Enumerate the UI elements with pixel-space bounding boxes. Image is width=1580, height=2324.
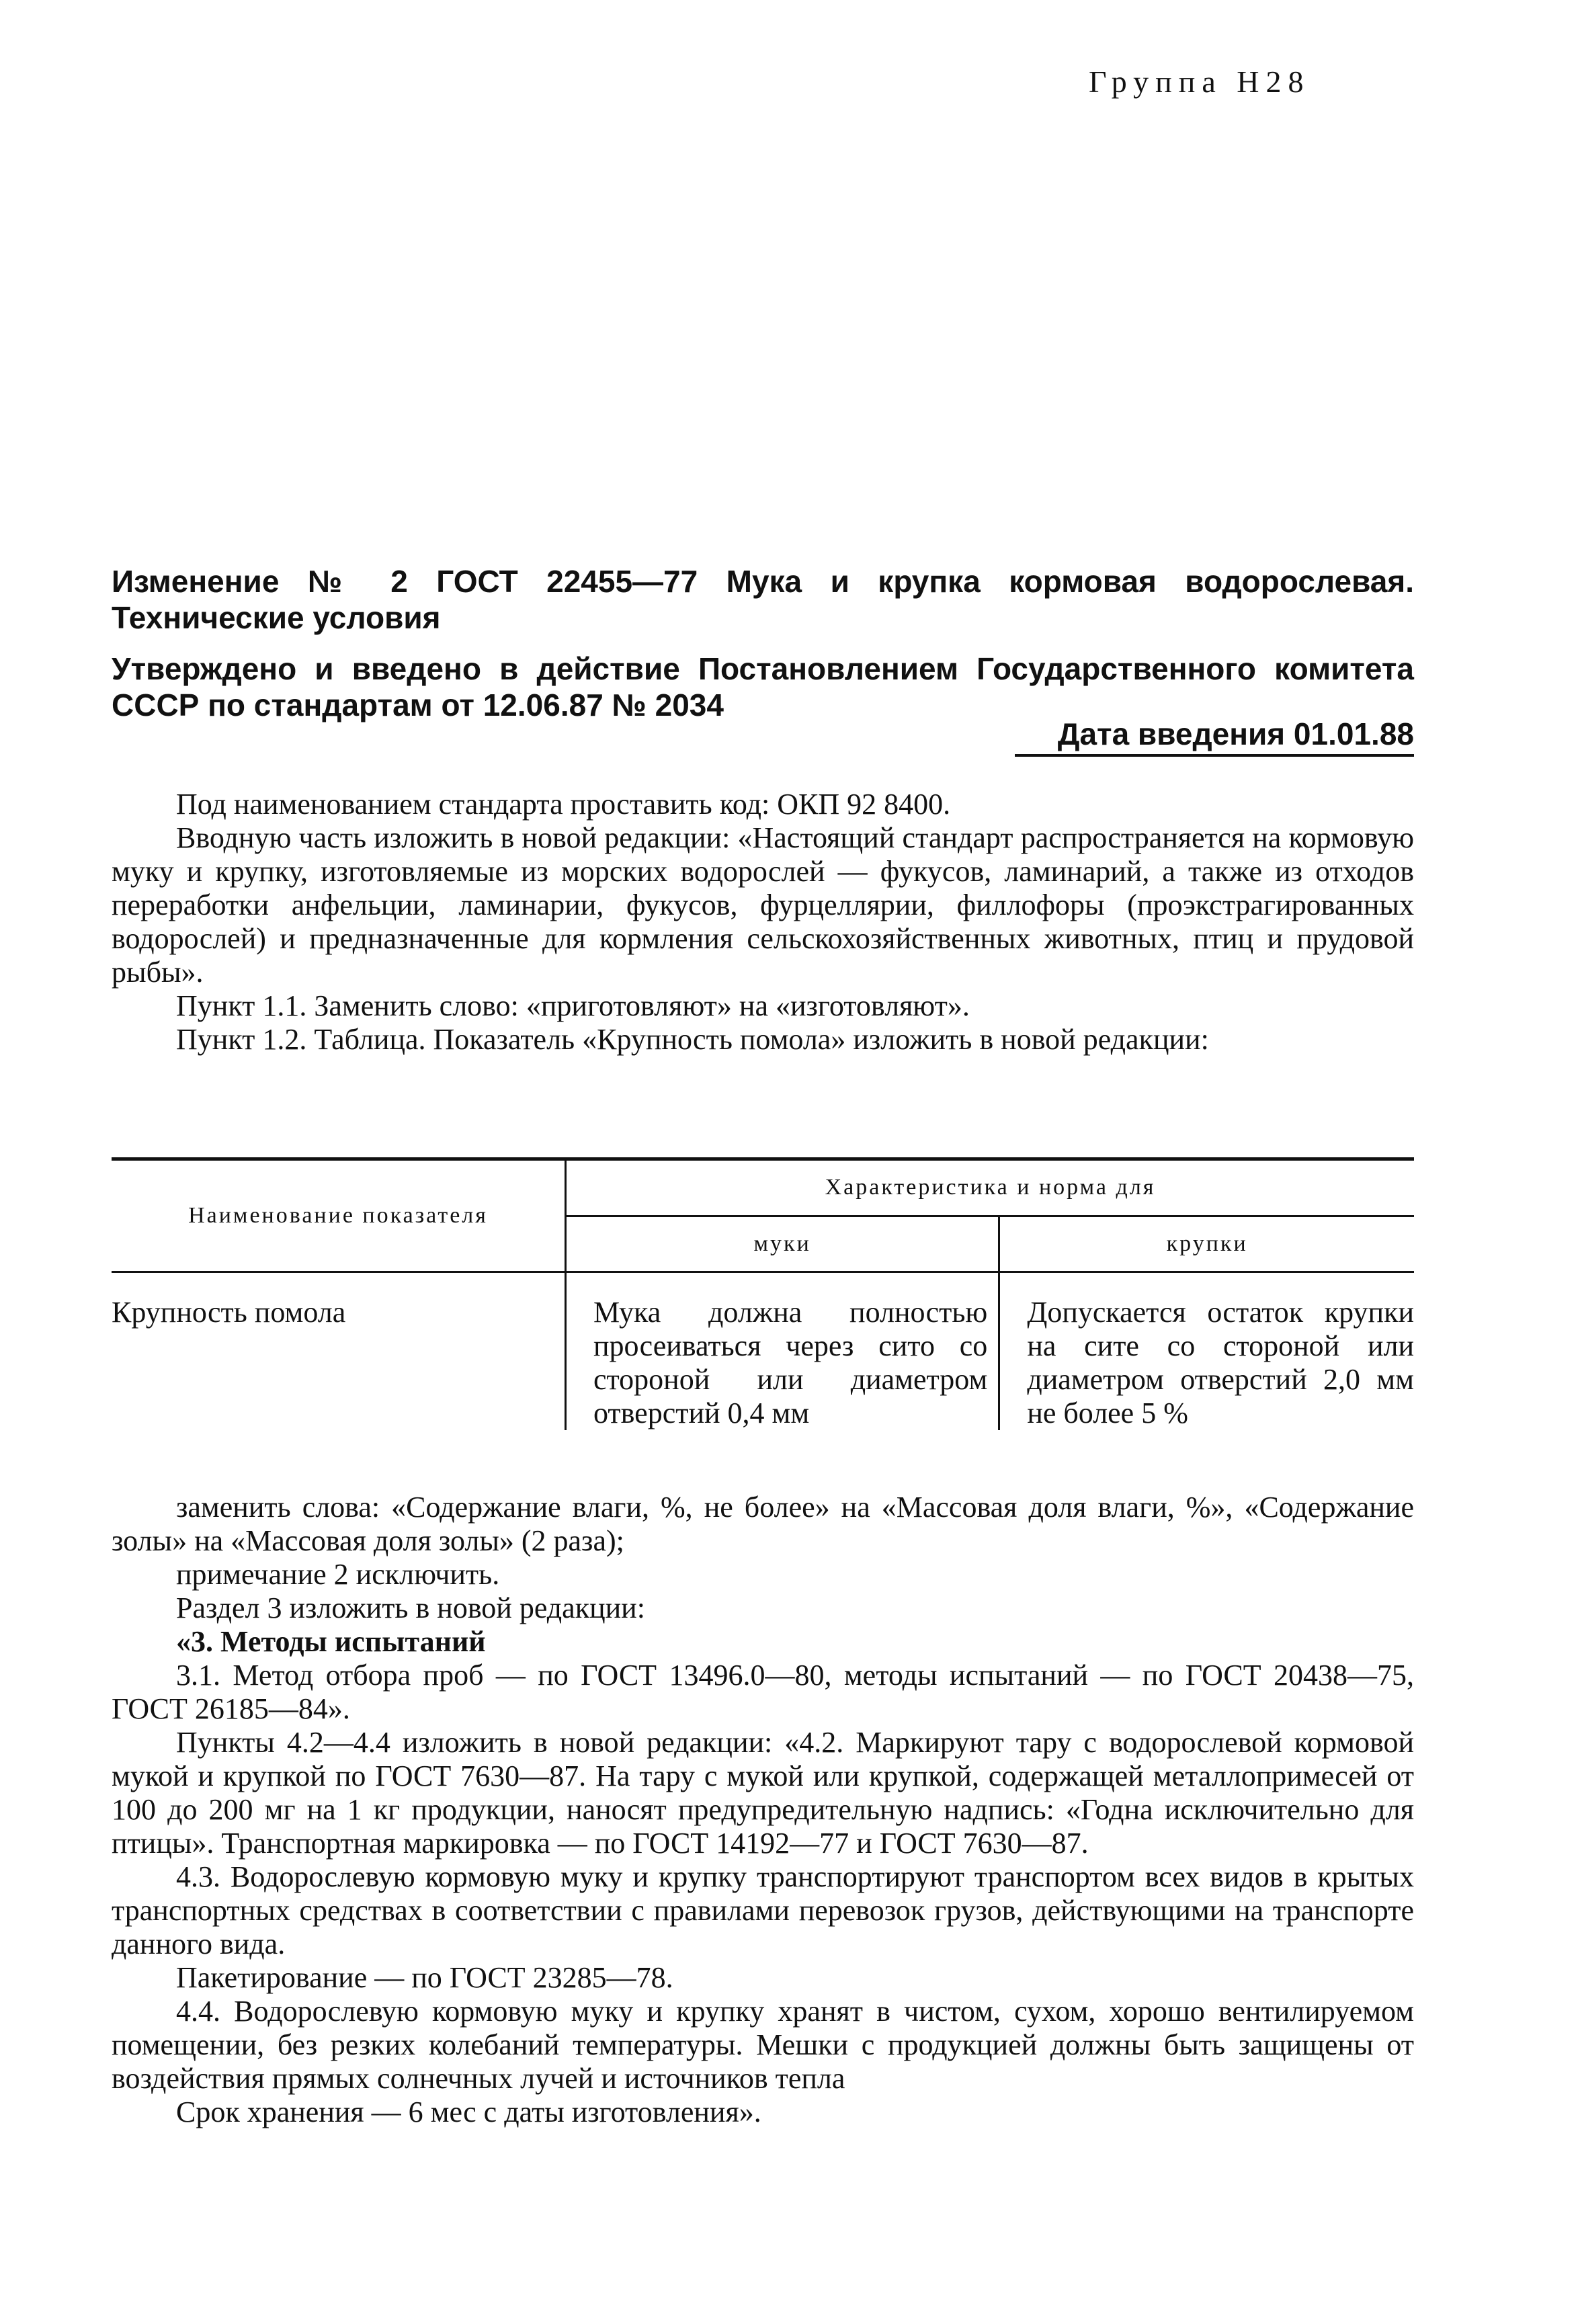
- effective-date: Дата введения 01.01.88: [1015, 715, 1414, 757]
- specification-table-wrap: [112, 1157, 1414, 1430]
- column-header-flour: муки: [566, 1216, 999, 1272]
- section-heading: «3. Методы испытаний: [176, 1625, 486, 1658]
- specification-table: [112, 1157, 1414, 1430]
- paragraph: Раздел 3 изложить в новой редакции:: [176, 1591, 645, 1624]
- paragraph: Пакетирование — по ГОСТ 23285—78.: [176, 1961, 673, 1994]
- body-text-after-table: [112, 1491, 1414, 2129]
- cell-indicator-name: Крупность помола: [112, 1272, 566, 1431]
- paragraph: заменить слова: «Содержание влаги, %, не более» на «Массовая доля влаги, %», «Содержание золы» на «Массовая доля золы» (2 раза);: [112, 1491, 1414, 1557]
- table-header-row: [112, 1159, 1414, 1216]
- cell-grit-norm: Допускается остаток крупки на сите со стороной или диаметром отверстий 2,0 мм не более 5 %: [1027, 1296, 1414, 1429]
- paragraph: 4.4. Водорослевую кормовую муку и крупку хранят в чистом, сухом, хорошо вентилируемом помещении, без резких колебаний температуры. Мешки с продукцией должны быть защищены от воздействия прямых солнечных лучей и источников тепла: [112, 1995, 1414, 2095]
- paragraph-introduction: Вводную часть изложить в новой редакции: «Настоящий стандарт распространяется на кормовую муку и крупку, изготовляемые из морских водорослей — фукусов, ламинарий, а также из отходов переработки анфельции, ламинарии, фукусов, фурцеллярии, филлофоры (проэкстрагированных водорослей) и предназначенные для кормления сельскохозяйственных животных, птиц и прудовой рыбы».: [112, 821, 1414, 989]
- paragraph: 3.1. Метод отбора проб — по ГОСТ 13496.0—80, методы испытаний — по ГОСТ 20438—75, ГОСТ 26185—84».: [112, 1659, 1414, 1725]
- column-header-grit: крупки: [999, 1216, 1414, 1272]
- group-label: Группа Н28: [1089, 65, 1311, 99]
- paragraph: Срок хранения — 6 мес с даты изготовления».: [176, 2095, 761, 2128]
- table-row: [112, 1272, 1414, 1431]
- column-header-indicator: Наименование показателя: [112, 1159, 566, 1272]
- approval-statement: Утверждено и введено в действие Постановлением Государственного комитета СССР по стандартам от 12.06.87 № 2034: [112, 651, 1414, 722]
- paragraph-okp-code: Под наименованием стандарта проставить код: ОКП 92 8400.: [176, 788, 951, 821]
- amendment-header: [112, 563, 1414, 723]
- cell-flour-norm: Мука должна полностью просеиваться через сито со стороной или диаметром отверстий 0,4 мм: [566, 1272, 999, 1431]
- amendment-title: Изменение № 2 ГОСТ 22455—77 Мука и крупка кормовая водорослевая. Технические условия: [112, 564, 1414, 635]
- paragraph: примечание 2 исключить.: [176, 1558, 500, 1591]
- paragraph-clause-1-1: Пункт 1.1. Заменить слово: «приготовляют» на «изготовляют».: [176, 989, 970, 1022]
- column-header-characteristics: Характеристика и норма для: [566, 1159, 1415, 1216]
- body-text-before-table: [112, 788, 1414, 1056]
- paragraph-clause-1-2: Пункт 1.2. Таблица. Показатель «Крупность помола» изложить в новой редакции:: [176, 1023, 1209, 1056]
- paragraph: 4.3. Водорослевую кормовую муку и крупку транспортируют транспортом всех видов в крытых транспортных средствах в соответствии с правилами перевозок грузов, действующими на транспорте данного вида.: [112, 1860, 1414, 1960]
- paragraph: Пункты 4.2—4.4 изложить в новой редакции: «4.2. Маркируют тару с водорослевой кормовой мукой и крупкой по ГОСТ 7630—87. На тару с мукой или крупкой, содержащей металлопримесей от 100 до 200 мг на 1 кг продукции, наносят предупредительную надпись: «Годна исключительно для птицы». Транспортная маркировка — по ГОСТ 14192—77 и ГОСТ 7630—87.: [112, 1726, 1414, 1860]
